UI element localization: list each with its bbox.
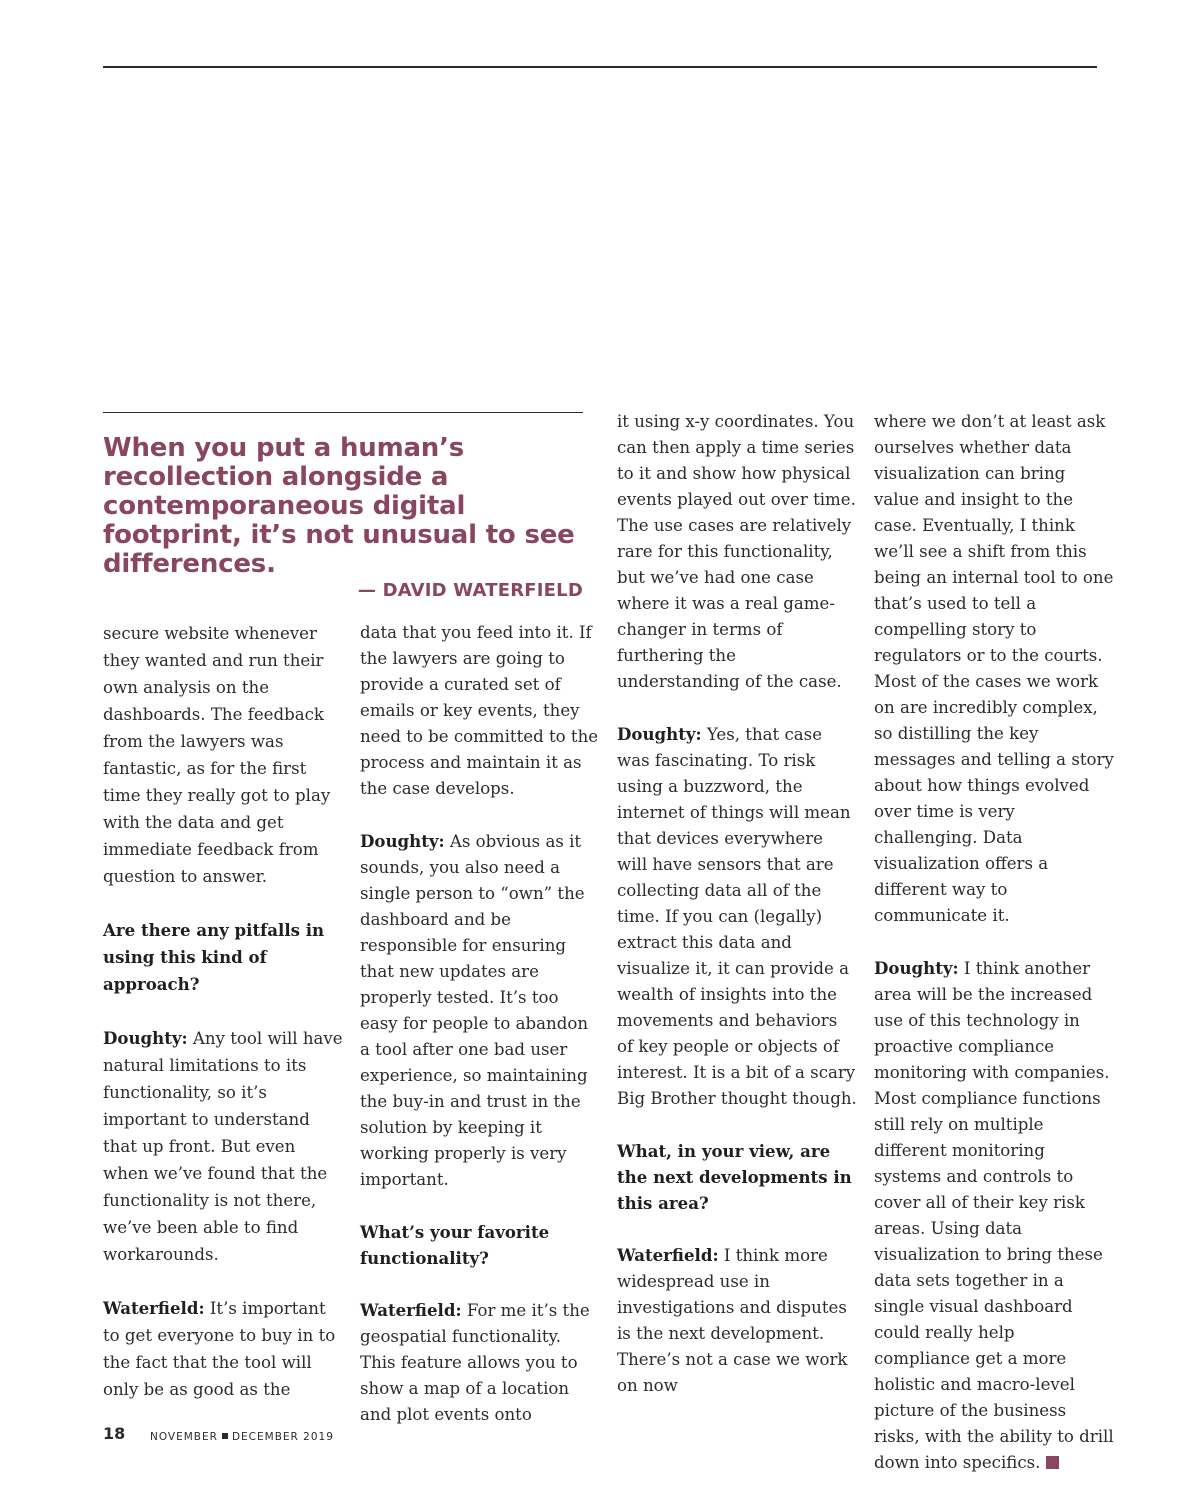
issue-month-start: NOVEMBER: [150, 1431, 218, 1443]
page-number: 18: [103, 1424, 126, 1443]
speaker-name: Doughty:: [617, 724, 702, 744]
top-rule: [103, 66, 1097, 68]
speaker-name: Doughty:: [874, 958, 959, 978]
issue-month-end: DECEMBER 2019: [231, 1431, 334, 1443]
pull-quote: When you put a human’s recollection alongside a contemporaneous digital footprint, it’s not unusual to see differences.: [103, 433, 575, 579]
article-column-1: [103, 620, 343, 1430]
paragraph: [617, 409, 857, 695]
paragraph: [103, 1295, 343, 1403]
interview-question: Are there any pitfalls in using this kind of approach?: [103, 920, 325, 994]
speaker-name: Doughty:: [103, 1028, 188, 1048]
paragraph-text: it using x-y coordinates. You can then apply a time series to it and show how physical events played out over time. The use cases are relatively rare for this functionality, but we’ve had one case where it was a real game-changer in terms of furthering the understanding of the case.: [617, 412, 856, 691]
article-column-2: [360, 620, 600, 1428]
article-column-3: [617, 409, 857, 1399]
separator-square-icon: [222, 1433, 228, 1439]
article-column-4: [874, 409, 1114, 1476]
paragraph: [360, 620, 600, 802]
speaker-name: Waterfield:: [360, 1300, 462, 1320]
paragraph-text: data that you feed into it. If the lawyers are going to provide a curated set of emails or key events, they need to be committed to the process and maintain it as the case develops.: [360, 623, 599, 798]
speaker-name: Waterfield:: [103, 1298, 205, 1318]
end-of-article-square-icon: [1046, 1456, 1059, 1469]
paragraph: [103, 1025, 343, 1268]
pull-quote-attribution: — DAVID WATERFIELD: [357, 580, 583, 601]
paragraph-text: It’s important to get everyone to buy in to the fact that the tool will only be as good as the: [103, 1299, 336, 1399]
paragraph: [360, 1297, 600, 1428]
interview-question: What, in your view, are the next developments in this area?: [617, 1141, 852, 1213]
paragraph: [874, 409, 1114, 929]
paragraph: [103, 620, 343, 890]
paragraph-text: where we don’t at least ask ourselves whether data visualization can bring value and insight to the case. Eventually, I think we’ll see a shift from this being an internal tool to one that’s used to tell a compelling story to regulators or to the courts. Most of the cases we work on are incredibly complex, so distilling the key messages and telling a story about how things evolved over time is very challenging. Data visualization offers a different way to communicate it.: [874, 412, 1114, 925]
paragraph: [874, 955, 1114, 1476]
paragraph: [360, 828, 600, 1193]
speaker-name: Doughty:: [360, 831, 445, 851]
interview-question: What’s your favorite functionality?: [360, 1222, 550, 1268]
paragraph-text: For me it’s the geospatial functionality. This feature allows you to show a map of a location and plot events onto: [360, 1301, 590, 1424]
paragraph-text: Any tool will have natural limitations to its functionality, so it’s important to understand that up front. But even when we’ve found that the functionality is not there, we’ve been able to find workarounds.: [103, 1029, 343, 1264]
paragraph-text: Yes, that case was fascinating. To risk using a buzzword, the internet of things will mean that devices everywhere will have sensors that are collecting data all of the time. If you can (legally) extract this data and visualize it, it can provide a wealth of insights into the movements and behaviors of key people or objects of interest. It is a bit of a scary Big Brother thought though.: [617, 725, 857, 1108]
speaker-name: Waterfield:: [617, 1245, 719, 1265]
paragraph: [617, 721, 857, 1112]
paragraph-text: secure website whenever they wanted and run their own analysis on the dashboards. The feedback from the lawyers was fantastic, as for the first time they really got to play with the data and get immediate feedback from question to answer.: [103, 624, 331, 886]
paragraph: [617, 1242, 857, 1399]
paragraph-text: As obvious as it sounds, you also need a single person to “own” the dashboard and be responsible for ensuring that new updates are properly tested. It’s too easy for people to abandon a tool after one bad user experience, so maintaining the buy-in and trust in the solution by keeping it working properly is very important.: [360, 832, 589, 1189]
paragraph-text: I think more widespread use in investigations and disputes is the next development. There’s not a case we work on now: [617, 1246, 848, 1395]
pull-quote-rule: [103, 412, 583, 413]
paragraph-text: I think another area will be the increased use of this technology in proactive compliance monitoring with companies. Most compliance functions still rely on multiple different monitoring systems and controls to cover all of their key risk areas. Using data visualization to bring these data sets together in a single visual dashboard could really help compliance get a more holistic and macro-level picture of the business risks, with the ability to drill down into specifics.: [874, 959, 1114, 1472]
issue-date: [150, 1431, 334, 1443]
